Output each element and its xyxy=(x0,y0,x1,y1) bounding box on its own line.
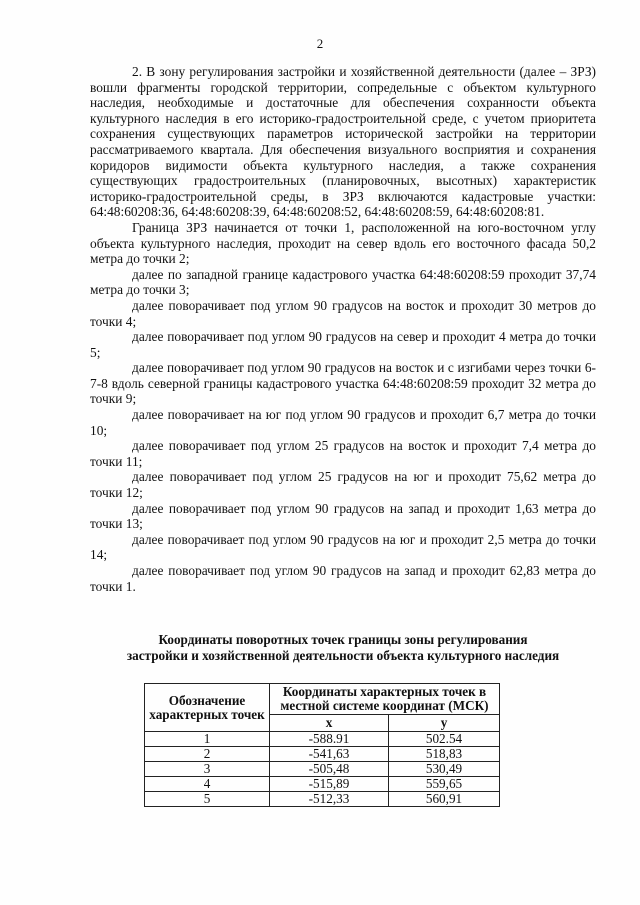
paragraph-step: далее поворачивает под углом 25 градусов на юг и проходит 75,62 метра до точки 12; xyxy=(90,469,596,501)
paragraph-step: далее поворачивает под углом 90 градусов на север и проходит 4 метра до точки 5; xyxy=(90,329,596,360)
x-cell: -541,63 xyxy=(270,747,389,762)
x-cell: -505,48 xyxy=(270,762,389,777)
y-cell: 518,83 xyxy=(389,747,500,762)
table-row xyxy=(145,732,500,747)
y-cell: 502.54 xyxy=(389,732,500,747)
y-header: y xyxy=(389,715,500,732)
table-row xyxy=(145,747,500,762)
point-cell: 1 xyxy=(145,732,270,747)
paragraph-zrz-intro: 2. В зону регулирования застройки и хозяйственной деятельности (далее – ЗРЗ) вошли фрагменты городской территории, сопредельные с объектом культурного наследия, необходимые и достаточные для обеспечения сохранности объекта культурного наследия в его историко-градостроительной среде, с учетом приоритета сохранения существующих параметров исторической застройки на территории рассматриваемого квартала. Для обеспечения визуального восприятия и сохранения коридоров видимости объекта культурного наследия, а также сохранения существующих градостроительных (планировочных, высотных) характеристик историко-градостроительной среды, в ЗРЗ включаются кадастровые участки: 64:48:60208:36, 64:48:60208:39, 64:48:60208:52, 64:48:60208:59, 64:48:60208:81. xyxy=(90,64,596,220)
heading-line-1: Координаты поворотных точек границы зоны регулирования xyxy=(158,632,528,647)
heading-line-2: застройки и хозяйственной деятельности объекта культурного наследия xyxy=(126,648,560,663)
x-cell: -515,89 xyxy=(270,777,389,792)
paragraph-step: далее по западной границе кадастрового участка 64:48:60208:59 проходит 37,74 метра до точки 3; xyxy=(90,266,596,298)
table-header-row xyxy=(145,684,500,715)
table-row xyxy=(145,777,500,792)
paragraph-boundary-start: Граница ЗРЗ начинается от точки 1, расположенной на юго-восточном углу объекта культурного наследия, проходит на север вдоль его восточного фасада 50,2 метра до точки 2; xyxy=(90,219,596,267)
x-cell: -512,33 xyxy=(270,792,389,807)
y-cell: 530,49 xyxy=(389,762,500,777)
point-cell: 5 xyxy=(145,792,270,807)
coordinates-header: Координаты характерных точек в местной системе координат (МСК) xyxy=(270,684,500,715)
paragraph-step: далее поворачивает под углом 90 градусов на запад и проходит 1,63 метра до точки 13; xyxy=(90,500,596,532)
body-text xyxy=(90,64,596,594)
y-cell: 559,65 xyxy=(389,777,500,792)
page-number: 2 xyxy=(316,36,324,51)
table-row xyxy=(145,792,500,807)
x-cell: -588.91 xyxy=(270,732,389,747)
paragraph-step: далее поворачивает под углом 25 градусов на восток и проходит 7,4 метра до точки 11; xyxy=(90,438,596,469)
x-header: x xyxy=(270,715,389,732)
table-row xyxy=(145,762,500,777)
paragraph-step: далее поворачивает под углом 90 градусов на восток и с изгибами через точки 6-7-8 вдоль северной границы кадастрового участка 64:48:60208:59 проходит 32 метра до точки 9; xyxy=(90,360,596,407)
y-cell: 560,91 xyxy=(389,792,500,807)
paragraph-step: далее поворачивает под углом 90 градусов на запад и проходит 62,83 метра до точки 1. xyxy=(90,563,596,594)
coordinates-heading xyxy=(86,632,600,664)
point-cell: 4 xyxy=(145,777,270,792)
paragraph-step: далее поворачивает на юг под углом 90 градусов и проходит 6,7 метра до точки 10; xyxy=(90,407,596,438)
paragraph-step: далее поворачивает под углом 90 градусов на юг и проходит 2,5 метра до точки 14; xyxy=(90,531,596,563)
point-cell: 2 xyxy=(145,747,270,762)
point-designation-header: Обозначение характерных точек xyxy=(145,684,270,732)
point-cell: 3 xyxy=(145,762,270,777)
paragraph-step: далее поворачивает под углом 90 градусов на восток и проходит 30 метров до точки 4; xyxy=(90,297,596,329)
coordinates-table xyxy=(144,683,500,807)
